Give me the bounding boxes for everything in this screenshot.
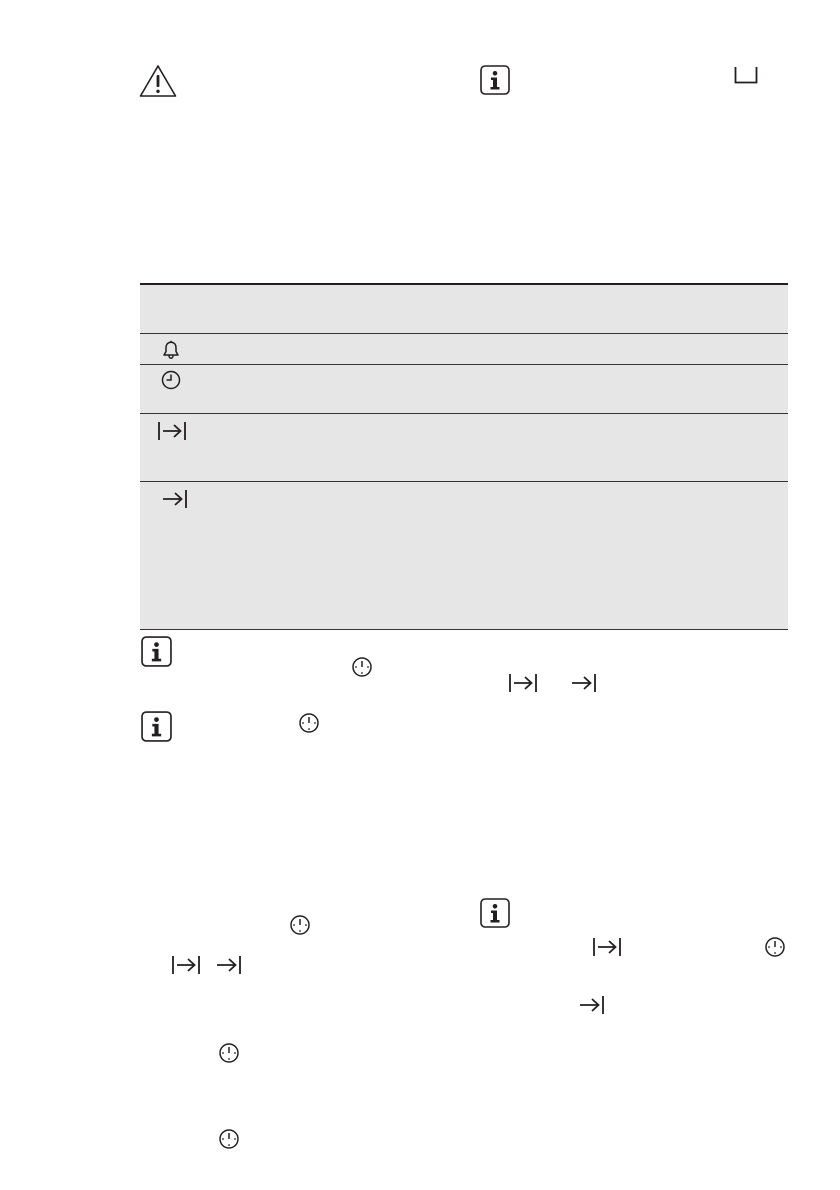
step-clock-2	[218, 1042, 240, 1064]
bell-icon	[162, 340, 180, 360]
table-row	[140, 414, 788, 481]
end-arrow-icon	[579, 994, 605, 1016]
duration-arrow-icon	[157, 420, 187, 442]
end-arrow-icon	[571, 672, 597, 694]
note-3	[480, 898, 510, 928]
note-3-duration	[592, 936, 622, 958]
bracket-symbol-icon	[734, 66, 758, 84]
note-2	[140, 711, 173, 742]
clock-icon	[218, 1042, 240, 1064]
warning-block	[139, 64, 177, 98]
note-3-clock	[764, 936, 786, 958]
duration-arrow-icon	[171, 954, 201, 976]
info-icon	[480, 898, 510, 928]
table-row	[140, 482, 788, 629]
function-table	[140, 283, 788, 630]
note-1	[140, 636, 173, 667]
info-icon	[140, 711, 173, 742]
bracket-symbol	[734, 66, 758, 84]
clock-icon	[764, 936, 786, 958]
step-clock-1	[289, 914, 311, 936]
duration-arrow-icon	[592, 936, 622, 958]
table-row	[140, 365, 788, 413]
clock-icon	[351, 656, 373, 678]
duration-arrow-icon	[508, 672, 538, 694]
clock-icon	[289, 914, 311, 936]
table-header-row	[140, 285, 788, 333]
info-icon	[480, 65, 510, 95]
warning-triangle-icon	[139, 64, 177, 98]
info-block-top	[480, 65, 510, 95]
step-duration	[171, 954, 201, 976]
note-1-duration	[508, 672, 538, 694]
step-end	[216, 954, 242, 976]
table-row	[140, 334, 788, 364]
note-1-clock	[351, 656, 373, 678]
note-2-clock	[298, 712, 320, 734]
step-clock-3	[218, 1128, 240, 1150]
note-1-end	[571, 672, 597, 694]
end-arrow-icon	[162, 488, 188, 510]
info-icon	[140, 636, 173, 667]
clock-icon	[218, 1128, 240, 1150]
table-bottom-rule	[140, 629, 788, 630]
end-arrow-icon	[216, 954, 242, 976]
note-3-end	[579, 994, 605, 1016]
clock-icon	[298, 712, 320, 734]
clock-icon	[161, 370, 181, 390]
